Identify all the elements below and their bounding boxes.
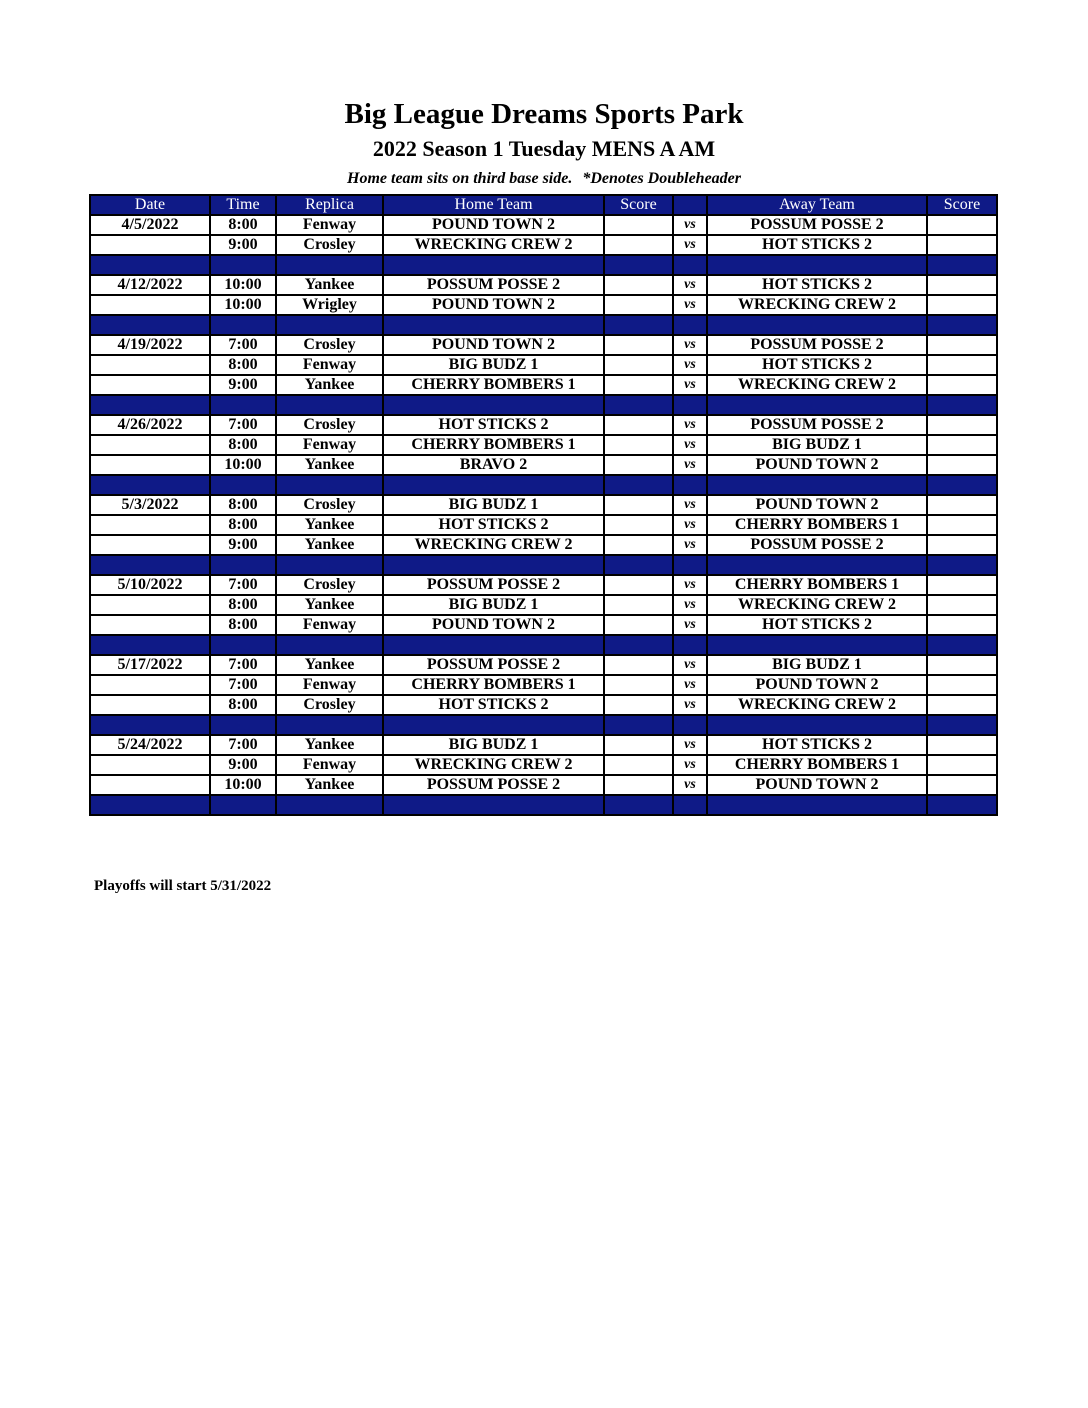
- away-score: [927, 515, 997, 535]
- game-date: [90, 435, 210, 455]
- week-separator-row: [90, 555, 997, 575]
- home-team: POSSUM POSSE 2: [383, 575, 604, 595]
- home-score: [604, 455, 673, 475]
- game-date: 5/10/2022: [90, 575, 210, 595]
- home-score: [604, 615, 673, 635]
- game-time: 9:00: [210, 375, 276, 395]
- away-score: [927, 655, 997, 675]
- game-time: 8:00: [210, 355, 276, 375]
- col-header-home-team: Home Team: [383, 195, 604, 215]
- home-score: [604, 655, 673, 675]
- away-score: [927, 675, 997, 695]
- away-team: POSSUM POSSE 2: [707, 415, 927, 435]
- separator-cell: [927, 715, 997, 735]
- away-score: [927, 355, 997, 375]
- away-score: [927, 335, 997, 355]
- week-separator-row: [90, 395, 997, 415]
- separator-cell: [927, 795, 997, 815]
- away-score: [927, 615, 997, 635]
- home-team: POSSUM POSSE 2: [383, 275, 604, 295]
- game-date: [90, 775, 210, 795]
- game-row: [90, 535, 997, 555]
- away-team: WRECKING CREW 2: [707, 375, 927, 395]
- home-team: HOT STICKS 2: [383, 515, 604, 535]
- game-field: Yankee: [276, 735, 383, 755]
- away-team: POUND TOWN 2: [707, 675, 927, 695]
- home-team: BIG BUDZ 1: [383, 355, 604, 375]
- home-score: [604, 695, 673, 715]
- week-separator-row: [90, 795, 997, 815]
- vs-label: vs: [673, 335, 707, 355]
- home-score: [604, 495, 673, 515]
- home-score: [604, 275, 673, 295]
- separator-cell: [673, 555, 707, 575]
- doubleheader-note: *Denotes Doubleheader: [582, 170, 741, 187]
- game-date: 5/24/2022: [90, 735, 210, 755]
- game-time: 8:00: [210, 495, 276, 515]
- away-team: HOT STICKS 2: [707, 615, 927, 635]
- week-separator-row: [90, 315, 997, 335]
- home-team: CHERRY BOMBERS 1: [383, 375, 604, 395]
- game-row: [90, 695, 997, 715]
- game-field: Fenway: [276, 755, 383, 775]
- game-date: [90, 755, 210, 775]
- separator-cell: [210, 255, 276, 275]
- home-team-note: Home team sits on third base side.: [347, 170, 573, 187]
- vs-label: vs: [673, 435, 707, 455]
- separator-cell: [707, 555, 927, 575]
- game-date: [90, 535, 210, 555]
- game-date: 4/26/2022: [90, 415, 210, 435]
- separator-cell: [276, 715, 383, 735]
- game-row: [90, 775, 997, 795]
- separator-cell: [673, 795, 707, 815]
- separator-cell: [276, 255, 383, 275]
- separator-cell: [604, 475, 673, 495]
- home-team: CHERRY BOMBERS 1: [383, 435, 604, 455]
- game-field: Fenway: [276, 355, 383, 375]
- home-team: BRAVO 2: [383, 455, 604, 475]
- home-score: [604, 415, 673, 435]
- vs-label: vs: [673, 735, 707, 755]
- home-team: POUND TOWN 2: [383, 295, 604, 315]
- separator-cell: [210, 475, 276, 495]
- separator-cell: [927, 315, 997, 335]
- separator-cell: [673, 255, 707, 275]
- separator-cell: [90, 795, 210, 815]
- home-score: [604, 335, 673, 355]
- away-team: POSSUM POSSE 2: [707, 335, 927, 355]
- game-time: 7:00: [210, 335, 276, 355]
- separator-cell: [383, 555, 604, 575]
- game-date: [90, 515, 210, 535]
- separator-cell: [673, 475, 707, 495]
- separator-cell: [90, 315, 210, 335]
- col-header-time: Time: [210, 195, 276, 215]
- game-row: [90, 575, 997, 595]
- vs-label: vs: [673, 215, 707, 235]
- home-team: CHERRY BOMBERS 1: [383, 675, 604, 695]
- away-team: POSSUM POSSE 2: [707, 215, 927, 235]
- game-date: [90, 595, 210, 615]
- away-team: WRECKING CREW 2: [707, 295, 927, 315]
- game-date: 5/3/2022: [90, 495, 210, 515]
- game-time: 7:00: [210, 655, 276, 675]
- game-row: [90, 335, 997, 355]
- separator-cell: [707, 715, 927, 735]
- home-score: [604, 535, 673, 555]
- home-team: POSSUM POSSE 2: [383, 655, 604, 675]
- separator-cell: [276, 555, 383, 575]
- separator-cell: [707, 395, 927, 415]
- week-separator-row: [90, 715, 997, 735]
- separator-cell: [707, 255, 927, 275]
- away-score: [927, 375, 997, 395]
- game-row: [90, 295, 997, 315]
- game-time: 7:00: [210, 735, 276, 755]
- away-score: [927, 535, 997, 555]
- home-team: HOT STICKS 2: [383, 695, 604, 715]
- game-date: 5/17/2022: [90, 655, 210, 675]
- game-row: [90, 215, 997, 235]
- home-team: POSSUM POSSE 2: [383, 775, 604, 795]
- game-field: Crosley: [276, 695, 383, 715]
- home-score: [604, 575, 673, 595]
- schedule-table: [89, 194, 998, 816]
- separator-cell: [276, 635, 383, 655]
- separator-cell: [604, 635, 673, 655]
- game-row: [90, 595, 997, 615]
- week-separator-row: [90, 475, 997, 495]
- game-field: Crosley: [276, 335, 383, 355]
- game-row: [90, 615, 997, 635]
- away-score: [927, 775, 997, 795]
- game-time: 10:00: [210, 275, 276, 295]
- separator-cell: [210, 395, 276, 415]
- separator-cell: [90, 635, 210, 655]
- away-score: [927, 575, 997, 595]
- vs-label: vs: [673, 355, 707, 375]
- game-date: 4/12/2022: [90, 275, 210, 295]
- game-field: Yankee: [276, 655, 383, 675]
- separator-cell: [383, 315, 604, 335]
- separator-cell: [604, 395, 673, 415]
- home-score: [604, 355, 673, 375]
- game-field: Yankee: [276, 595, 383, 615]
- away-score: [927, 755, 997, 775]
- separator-cell: [927, 475, 997, 495]
- home-score: [604, 675, 673, 695]
- home-team: BIG BUDZ 1: [383, 495, 604, 515]
- separator-cell: [90, 555, 210, 575]
- col-header-away-score: Score: [927, 195, 997, 215]
- vs-label: vs: [673, 595, 707, 615]
- away-team: POUND TOWN 2: [707, 455, 927, 475]
- away-team: WRECKING CREW 2: [707, 695, 927, 715]
- game-row: [90, 755, 997, 775]
- game-field: Wrigley: [276, 295, 383, 315]
- vs-label: vs: [673, 755, 707, 775]
- separator-cell: [707, 475, 927, 495]
- away-score: [927, 415, 997, 435]
- away-score: [927, 735, 997, 755]
- away-score: [927, 455, 997, 475]
- game-row: [90, 495, 997, 515]
- separator-cell: [673, 395, 707, 415]
- col-header-vs: [673, 195, 707, 215]
- away-score: [927, 695, 997, 715]
- away-score: [927, 235, 997, 255]
- playoffs-note: Playoffs will start 5/31/2022: [94, 878, 272, 894]
- away-team: CHERRY BOMBERS 1: [707, 575, 927, 595]
- home-score: [604, 595, 673, 615]
- vs-label: vs: [673, 295, 707, 315]
- vs-label: vs: [673, 495, 707, 515]
- home-team: BIG BUDZ 1: [383, 735, 604, 755]
- away-score: [927, 295, 997, 315]
- separator-cell: [604, 555, 673, 575]
- home-team: POUND TOWN 2: [383, 215, 604, 235]
- schedule-body: [90, 215, 997, 815]
- game-field: Crosley: [276, 415, 383, 435]
- game-date: [90, 355, 210, 375]
- away-team: BIG BUDZ 1: [707, 655, 927, 675]
- home-score: [604, 735, 673, 755]
- game-field: Fenway: [276, 435, 383, 455]
- home-score: [604, 775, 673, 795]
- vs-label: vs: [673, 575, 707, 595]
- game-date: [90, 295, 210, 315]
- game-time: 9:00: [210, 235, 276, 255]
- separator-cell: [276, 315, 383, 335]
- home-team: WRECKING CREW 2: [383, 755, 604, 775]
- home-score: [604, 515, 673, 535]
- game-time: 8:00: [210, 215, 276, 235]
- away-team: CHERRY BOMBERS 1: [707, 755, 927, 775]
- separator-cell: [927, 635, 997, 655]
- separator-cell: [707, 635, 927, 655]
- away-score: [927, 215, 997, 235]
- vs-label: vs: [673, 655, 707, 675]
- col-header-replica: Replica: [276, 195, 383, 215]
- home-score: [604, 295, 673, 315]
- away-team: HOT STICKS 2: [707, 355, 927, 375]
- separator-cell: [383, 395, 604, 415]
- game-time: 10:00: [210, 775, 276, 795]
- vs-label: vs: [673, 415, 707, 435]
- separator-cell: [604, 255, 673, 275]
- game-time: 9:00: [210, 535, 276, 555]
- separator-cell: [604, 315, 673, 335]
- separator-cell: [383, 635, 604, 655]
- separator-cell: [276, 395, 383, 415]
- vs-label: vs: [673, 515, 707, 535]
- vs-label: vs: [673, 235, 707, 255]
- separator-cell: [276, 475, 383, 495]
- separator-cell: [210, 555, 276, 575]
- vs-label: vs: [673, 455, 707, 475]
- page-subtitle: 2022 Season 1 Tuesday MENS A AM: [372, 136, 716, 161]
- game-row: [90, 235, 997, 255]
- col-header-date: Date: [90, 195, 210, 215]
- game-time: 8:00: [210, 435, 276, 455]
- game-row: [90, 355, 997, 375]
- separator-cell: [927, 395, 997, 415]
- game-date: [90, 455, 210, 475]
- separator-cell: [604, 795, 673, 815]
- away-team: HOT STICKS 2: [707, 735, 927, 755]
- game-field: Crosley: [276, 495, 383, 515]
- home-team: POUND TOWN 2: [383, 615, 604, 635]
- game-field: Fenway: [276, 215, 383, 235]
- separator-cell: [210, 635, 276, 655]
- away-team: WRECKING CREW 2: [707, 595, 927, 615]
- game-field: Yankee: [276, 275, 383, 295]
- page-title: Big League Dreams Sports Park: [344, 98, 744, 130]
- col-header-away-team: Away Team: [707, 195, 927, 215]
- separator-cell: [707, 315, 927, 335]
- separator-cell: [210, 315, 276, 335]
- game-time: 8:00: [210, 595, 276, 615]
- game-date: [90, 695, 210, 715]
- separator-cell: [604, 715, 673, 735]
- col-header-home-score: Score: [604, 195, 673, 215]
- header-row: [90, 195, 997, 215]
- home-team: BIG BUDZ 1: [383, 595, 604, 615]
- separator-cell: [927, 255, 997, 275]
- game-time: 10:00: [210, 295, 276, 315]
- game-time: 7:00: [210, 575, 276, 595]
- game-row: [90, 655, 997, 675]
- vs-label: vs: [673, 535, 707, 555]
- game-row: [90, 275, 997, 295]
- game-row: [90, 515, 997, 535]
- separator-cell: [673, 715, 707, 735]
- away-score: [927, 275, 997, 295]
- game-row: [90, 435, 997, 455]
- separator-cell: [383, 795, 604, 815]
- separator-cell: [927, 555, 997, 575]
- home-score: [604, 435, 673, 455]
- away-score: [927, 435, 997, 455]
- away-team: POSSUM POSSE 2: [707, 535, 927, 555]
- away-score: [927, 595, 997, 615]
- away-team: HOT STICKS 2: [707, 235, 927, 255]
- vs-label: vs: [673, 775, 707, 795]
- game-field: Yankee: [276, 455, 383, 475]
- away-team: BIG BUDZ 1: [707, 435, 927, 455]
- game-time: 8:00: [210, 695, 276, 715]
- separator-cell: [90, 395, 210, 415]
- away-team: CHERRY BOMBERS 1: [707, 515, 927, 535]
- separator-cell: [383, 255, 604, 275]
- separator-cell: [383, 715, 604, 735]
- vs-label: vs: [673, 675, 707, 695]
- game-date: 4/5/2022: [90, 215, 210, 235]
- game-field: Crosley: [276, 235, 383, 255]
- game-time: 7:00: [210, 415, 276, 435]
- separator-cell: [673, 635, 707, 655]
- game-date: [90, 675, 210, 695]
- game-time: 7:00: [210, 675, 276, 695]
- game-field: Crosley: [276, 575, 383, 595]
- away-team: POUND TOWN 2: [707, 775, 927, 795]
- separator-cell: [90, 255, 210, 275]
- home-score: [604, 235, 673, 255]
- vs-label: vs: [673, 695, 707, 715]
- week-separator-row: [90, 255, 997, 275]
- away-team: POUND TOWN 2: [707, 495, 927, 515]
- game-time: 9:00: [210, 755, 276, 775]
- game-date: 4/19/2022: [90, 335, 210, 355]
- separator-cell: [90, 715, 210, 735]
- game-row: [90, 415, 997, 435]
- game-field: Yankee: [276, 775, 383, 795]
- home-team: WRECKING CREW 2: [383, 235, 604, 255]
- separator-cell: [90, 475, 210, 495]
- game-field: Yankee: [276, 515, 383, 535]
- game-row: [90, 675, 997, 695]
- game-field: Yankee: [276, 535, 383, 555]
- game-time: 10:00: [210, 455, 276, 475]
- game-field: Yankee: [276, 375, 383, 395]
- home-score: [604, 755, 673, 775]
- away-score: [927, 495, 997, 515]
- home-team: POUND TOWN 2: [383, 335, 604, 355]
- separator-cell: [210, 795, 276, 815]
- game-field: Fenway: [276, 675, 383, 695]
- game-time: 8:00: [210, 515, 276, 535]
- separator-cell: [707, 795, 927, 815]
- vs-label: vs: [673, 615, 707, 635]
- separator-cell: [210, 715, 276, 735]
- away-team: HOT STICKS 2: [707, 275, 927, 295]
- game-date: [90, 615, 210, 635]
- separator-cell: [673, 315, 707, 335]
- home-team: WRECKING CREW 2: [383, 535, 604, 555]
- game-field: Fenway: [276, 615, 383, 635]
- game-time: 8:00: [210, 615, 276, 635]
- home-score: [604, 375, 673, 395]
- game-row: [90, 455, 997, 475]
- game-row: [90, 735, 997, 755]
- game-date: [90, 235, 210, 255]
- schedule-notes: [0, 170, 1088, 188]
- separator-cell: [276, 795, 383, 815]
- game-row: [90, 375, 997, 395]
- home-team: HOT STICKS 2: [383, 415, 604, 435]
- home-score: [604, 215, 673, 235]
- week-separator-row: [90, 635, 997, 655]
- separator-cell: [383, 475, 604, 495]
- game-date: [90, 375, 210, 395]
- vs-label: vs: [673, 275, 707, 295]
- vs-label: vs: [673, 375, 707, 395]
